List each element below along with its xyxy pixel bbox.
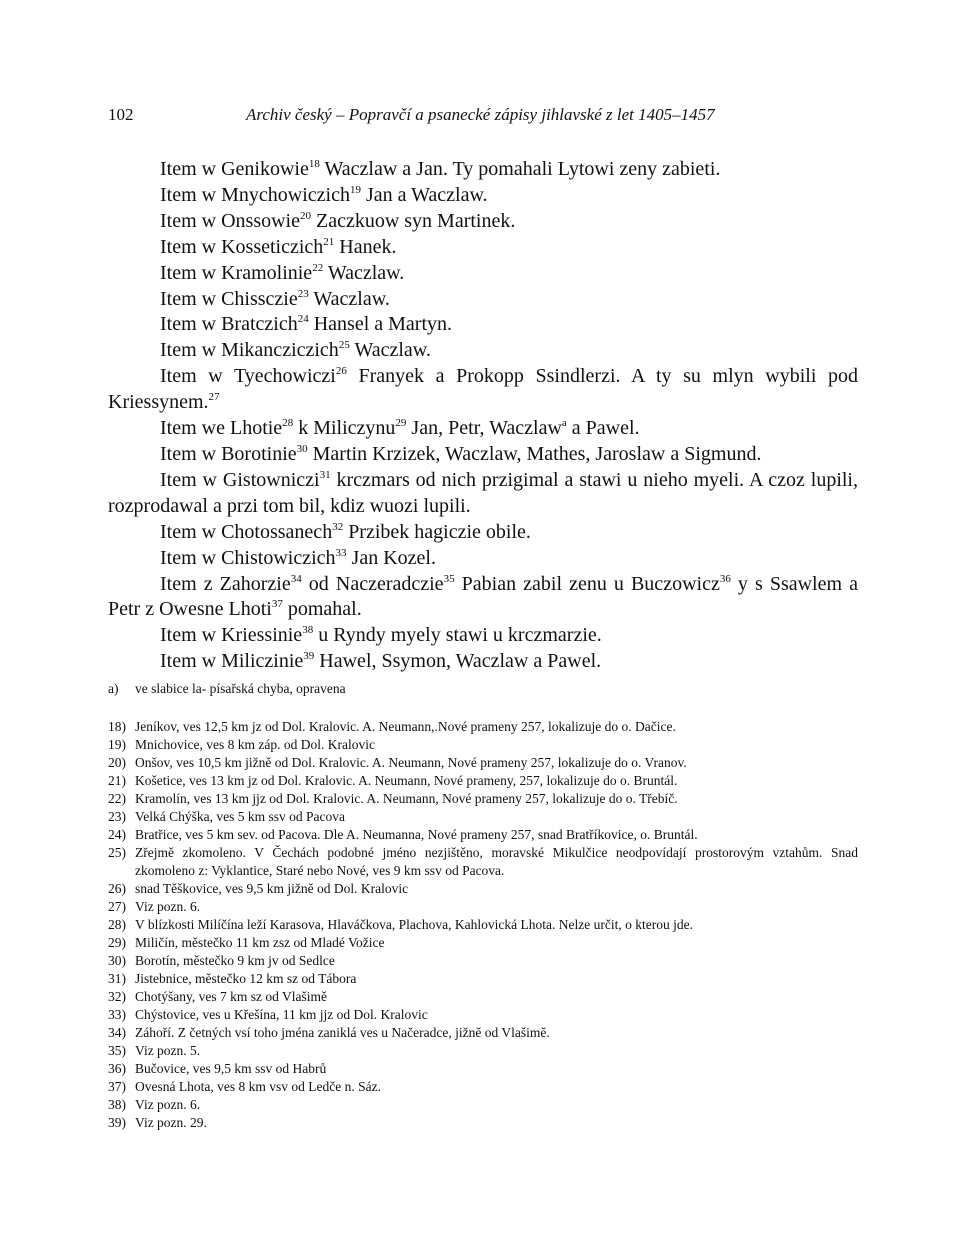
footnote xyxy=(108,754,858,772)
entry: Item w Kramolinie$^{22}$ Waczlaw. xyxy=(160,261,405,284)
footnote-ref: 26 xyxy=(335,365,347,378)
footnote-number: 22) xyxy=(108,791,126,806)
footnote-number: 27) xyxy=(108,899,126,914)
footnote-text: Borotín, městečko 9 km jv od Sedlce xyxy=(135,953,335,968)
entry: Item w Borotinie$^{30}$ Martin Krzizek, Waczlaw, Mathes, Jaroslaw a Sigmund. xyxy=(160,442,762,465)
footnote-ref: 23 xyxy=(297,287,309,300)
footnote-ref: 35 xyxy=(443,572,455,585)
footnote xyxy=(108,1024,858,1042)
footnote xyxy=(108,1078,858,1096)
footnote-number: 37) xyxy=(108,1079,126,1094)
text-note-ref: a xyxy=(561,417,567,430)
entry: Item w Chistowiczich$^{33}$ Jan Kozel. xyxy=(160,546,436,569)
page-number: 102 xyxy=(108,105,134,124)
entry: Item w Kriessinie$^{38}$ u Ryndy myely stawi u krczmarzie. xyxy=(160,624,602,647)
footnote-number: 35) xyxy=(108,1043,126,1058)
footnote-number: 33) xyxy=(108,1007,126,1022)
footnote-ref: 18 xyxy=(308,158,320,170)
footnote-text: Jeníkov, ves 12,5 km jz od Dol. Kralovic. A. Neumann,.Nové prameny 257, lokalizuje do o. Dačice. xyxy=(135,719,676,734)
footnote-ref: 29 xyxy=(395,417,407,430)
footnote-text: Ovesná Lhota, ves 8 km vsv od Ledče n. Sáz. xyxy=(135,1079,381,1094)
text-note-label: a) xyxy=(108,681,119,696)
footnote-ref: 28 xyxy=(282,417,294,430)
entry: Item w Mnychowiczich$^{19}$ Jan a Waczlaw. xyxy=(160,183,488,206)
text-critical-notes xyxy=(108,680,858,698)
footnote-text: Chýstovice, ves u Křešína, 11 km jjz od Dol. Kralovic xyxy=(135,1007,428,1022)
footnote-text: Mnichovice, ves 8 km záp. od Dol. Kralovic xyxy=(135,737,375,752)
footnote-text: Bučovice, ves 9,5 km ssv od Habrů xyxy=(135,1061,327,1076)
footnote-ref: 22 xyxy=(312,261,324,274)
text-note-text: ve slabice la- písařská chyba, opravena xyxy=(135,681,346,696)
entry: Item w Miliczinie$^{39}$ Hawel, Ssymon, Waczlaw a Pawel. xyxy=(160,650,602,673)
entry: Item w Chotossanech$^{32}$ Przibek hagiczie obile. xyxy=(160,520,531,543)
footnote-number: 26) xyxy=(108,881,126,896)
footnote-ref: 27 xyxy=(208,391,220,404)
footnote-number: 39) xyxy=(108,1115,126,1130)
entry: Item w Bratczich$^{24}$ Hansel a Martyn. xyxy=(160,313,453,336)
footnote-ref: 32 xyxy=(332,520,344,533)
footnote-number: 34) xyxy=(108,1025,126,1040)
entry: Item we Lhotie$^{28}$ k Miliczynu$^{29}$ Jan, Petr, Waczlaw$^a$ a Pawel. xyxy=(160,417,640,440)
entry: Item w Kosseticzich$^{21}$ Hanek. xyxy=(160,235,397,258)
entry: Item w Genikowie$^{18}$ Waczlaw a Jan. Ty pomahali Lytowi zeny zabieti. xyxy=(160,158,721,180)
running-head: Archiv český – Popravčí a psanecké zápisy jihlavské z let 1405–1457 xyxy=(246,105,715,124)
footnote-number: 25) xyxy=(108,845,126,860)
footnote-ref: 34 xyxy=(290,572,302,585)
footnote-ref: 36 xyxy=(719,572,731,585)
footnote xyxy=(108,970,858,988)
footnote-text: Onšov, ves 10,5 km jižně od Dol. Kralovic. A. Neumann, Nové prameny 257, lokalizuje do o. Vranov. xyxy=(135,755,687,770)
footnote xyxy=(108,772,858,790)
footnote-ref: 38 xyxy=(302,624,314,637)
footnote-ref: 39 xyxy=(303,650,315,663)
footnote-ref: 19 xyxy=(349,183,361,196)
footnote-text: V blízkosti Milíčína leží Karasova, Hlaváčkova, Plachova, Kahlovická Lhota. Nelze určit, o kterou jde. xyxy=(135,917,693,932)
footnote xyxy=(108,880,858,898)
footnote xyxy=(108,718,858,736)
main-text xyxy=(108,157,858,675)
footnote xyxy=(108,916,858,934)
footnote-text: Košetice, ves 13 km jz od Dol. Kralovic. A. Neumann, Nové prameny, 257, lokalizuje do o. Bruntál. xyxy=(135,773,678,788)
footnote xyxy=(108,1114,858,1132)
footnote-text: Viz pozn. 6. xyxy=(135,1097,201,1112)
footnote-text: Viz pozn. 6. xyxy=(135,899,201,914)
footnote-number: 18) xyxy=(108,719,126,734)
entry: Item w Onssowie$^{20}$ Zaczkuow syn Martinek. xyxy=(160,209,516,232)
footnote-text: Záhoří. Z četných vsí toho jména zaniklá ves u Načeradce, jižně od Vlašimě. xyxy=(135,1025,550,1040)
footnote-ref: 37 xyxy=(271,598,283,611)
footnote-number: 32) xyxy=(108,989,126,1004)
footnote-number: 38) xyxy=(108,1097,126,1112)
footnote-number: 36) xyxy=(108,1061,126,1076)
footnote-text: Jistebnice, městečko 12 km sz od Tábora xyxy=(135,971,357,986)
footnote xyxy=(108,988,858,1006)
footnote xyxy=(108,736,858,754)
footnote-number: 19) xyxy=(108,737,126,752)
footnote xyxy=(108,826,858,844)
footnote-text: Viz pozn. 29. xyxy=(135,1115,207,1130)
footnote xyxy=(108,1096,858,1114)
footnote xyxy=(108,1060,858,1078)
entry: Item z Zahorzie$^{34}$ od Naczeradczie$^{35}$ Pabian zabil zenu u Buczowicz$^{36}$ y s Ssawlem a Petr z Owesne Lhoti$^{37}$ pomahal. xyxy=(108,572,858,621)
footnote-ref: 21 xyxy=(323,235,335,248)
text-note xyxy=(108,680,858,698)
footnote-text: snad Těškovice, ves 9,5 km jižně od Dol. Kralovic xyxy=(135,881,409,896)
footnote-ref: 20 xyxy=(299,209,311,222)
footnote xyxy=(108,1042,858,1060)
footnote-text: Viz pozn. 5. xyxy=(135,1043,201,1058)
footnote xyxy=(108,898,858,916)
footnote xyxy=(108,934,858,952)
footnote-number: 24) xyxy=(108,827,126,842)
entry: Item w Chissczie$^{23}$ Waczlaw. xyxy=(160,287,390,310)
footnote-ref: 24 xyxy=(297,313,309,326)
footnote-text: Bratřice, ves 5 km sev. od Pacova. Dle A. Neumanna, Nové prameny 257, snad Bratříkovice, o. Bruntál. xyxy=(135,827,698,842)
footnote-text: Zřejmě zkomoleno. V Čechách podobné jméno nezjištěno, moravské Mikulčice neodpovídají prostorovým vztahům. Snad zkomoleno z: Vyklantice, Staré nebo Nové, ves 9 km ssv od Pacova. xyxy=(135,845,858,878)
footnote-ref: 30 xyxy=(296,442,308,455)
footnote-number: 21) xyxy=(108,773,126,788)
footnote xyxy=(108,844,858,880)
footnotes xyxy=(108,718,858,1132)
footnote-ref: 25 xyxy=(338,339,350,352)
footnote-number: 29) xyxy=(108,935,126,950)
footnote-number: 20) xyxy=(108,755,126,770)
footnote-number: 28) xyxy=(108,917,126,932)
entry: Item w Gistowniczi$^{31}$ krczmars od nich przigimal a stawi u nieho myeli. A czoz lupili, rozprodawal a przi tom bil, kdiz wuozi lupili. xyxy=(108,468,858,517)
footnote-text: Velká Chýška, ves 5 km ssv od Pacova xyxy=(135,809,345,824)
footnote xyxy=(108,808,858,826)
footnote-text: Chotýšany, ves 7 km sz od Vlašimě xyxy=(135,989,327,1004)
entry: Item w Tyechowiczi$^{26}$ Franyek a Prokopp Ssindlerzi. A ty su mlyn wybili pod Kriessynem.$^{27}$ xyxy=(108,365,858,414)
footnote xyxy=(108,790,858,808)
footnote-text: Kramolín, ves 13 km jjz od Dol. Kralovic. A. Neumann, Nové prameny 257, lokalizuje do o. Třebíč. xyxy=(135,791,678,806)
footnote xyxy=(108,952,858,970)
footnote-text: Miličín, městečko 11 km zsz od Mladé Vožice xyxy=(135,935,385,950)
footnote-ref: 31 xyxy=(319,468,331,481)
footnote-number: 31) xyxy=(108,971,126,986)
entry: Item w Mikancziczich$^{25}$ Waczlaw. xyxy=(160,339,431,362)
footnote-ref: 33 xyxy=(335,546,347,559)
footnote-number: 23) xyxy=(108,809,126,824)
footnote-number: 30) xyxy=(108,953,126,968)
footnote xyxy=(108,1006,858,1024)
